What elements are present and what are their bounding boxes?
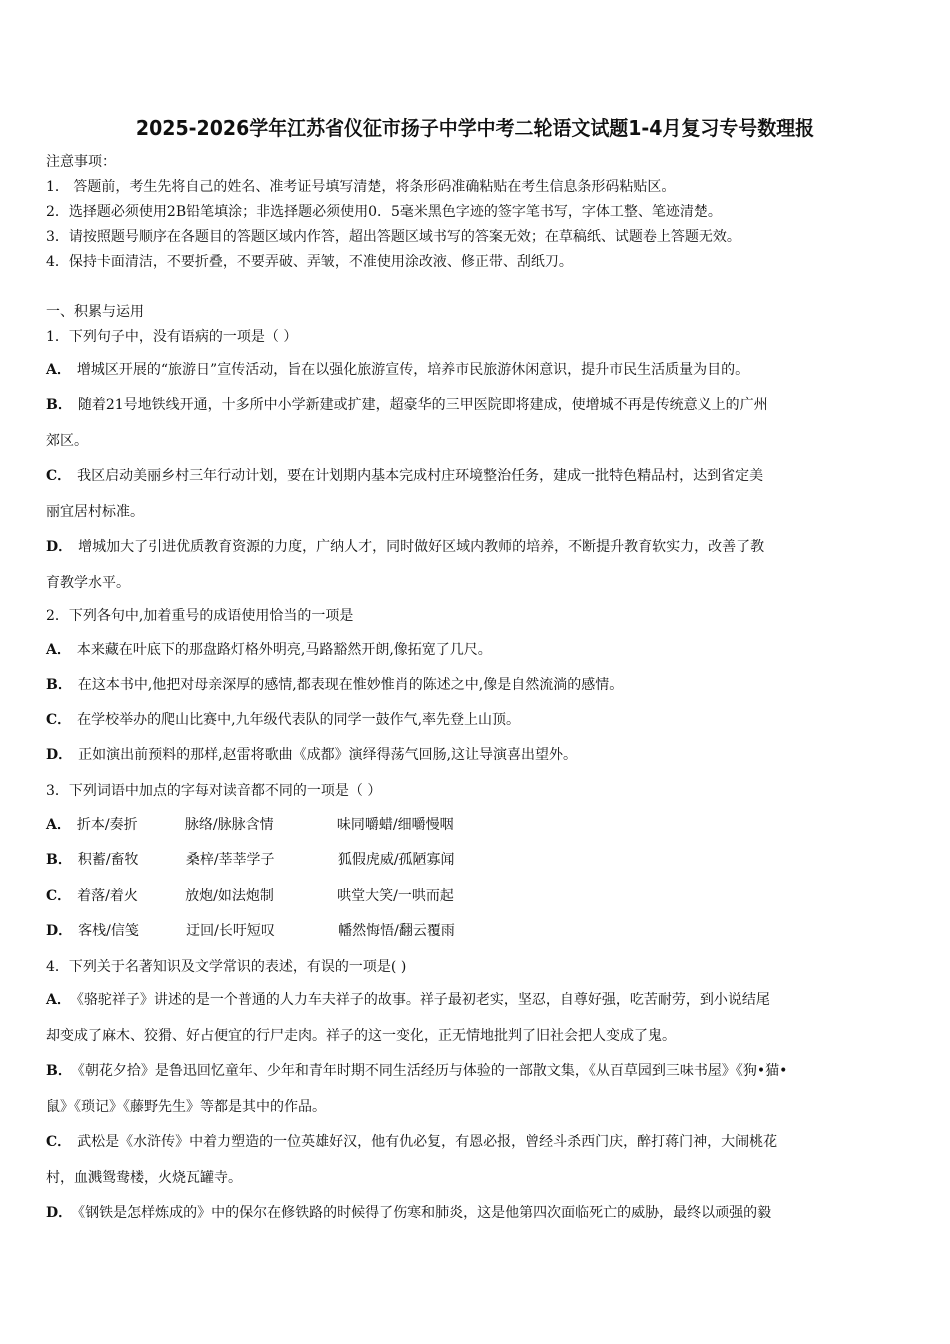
option-text: 我区启动美丽乡村三年行动计划，要在计划期内基本完成村庄环境整治任务，建成一批特色精品村，达到省定美 [77,468,764,484]
q4-option-c-cont: 村，血溅鸳鸯楼，火烧瓦罐寺。 [46,1170,242,1186]
option-text: 《骆驼祥子》讲述的是一个普通的人力车夫祥子的故事。祥子最初老实，坚忍，自尊好强，吃苦耐劳，到小说结尾 [76,992,770,1008]
q4-option-b [46,1061,787,1081]
note-item-3: 3．请按照题号顺序在各题目的答题区域内作答，超出答题区域书写的答案无效；在草稿纸、试题卷上答题无效。 [46,229,741,245]
note-item-2: 2．选择题必须使用2B铅笔填涂；非选择题必须使用0．5毫米黑色字迹的签字笔书写，字体工整、笔迹清楚。 [46,204,722,220]
q1-option-c [46,466,763,486]
q3-option-d [46,921,455,941]
word-pair: 幡然悔悟/翻云覆雨 [338,923,455,939]
option-label: C． [46,468,72,484]
option-label: C． [46,888,72,904]
word-pair: 折本/奏折 [76,817,138,833]
q3-option-c [46,886,454,906]
option-label: A． [46,362,71,378]
word-pair: 客栈/信笺 [78,923,139,939]
q2-option-d [46,745,577,765]
option-text: 在学校举办的爬山比赛中,九年级代表队的同学一鼓作气,率先登上山顶。 [77,712,521,728]
option-label: A． [46,992,71,1008]
q1-option-d [46,537,764,557]
option-label: B． [46,397,72,413]
option-label: B． [46,852,72,868]
option-label: B． [46,1063,72,1079]
q4-option-d [46,1203,771,1223]
q1-option-c-cont: 丽宜居村标准。 [46,504,144,520]
option-label: D． [46,539,73,555]
q2-option-a [46,640,492,660]
word-pair: 桑梓/莘莘学子 [185,852,275,868]
q2-option-b [46,675,623,695]
option-label: A． [46,642,71,658]
option-label: D． [46,1205,73,1221]
q2-stem: 2．下列各句中,加着重号的成语使用恰当的一项是 [46,608,354,624]
word-pair: 积蓄/畜牧 [77,852,139,868]
q4-option-a-cont: 却变成了麻木、狡猾、好占便宜的行尸走肉。祥子的这一变化，正无情地批判了旧社会把人变成了鬼。 [46,1028,676,1044]
option-text: 在这本书中,他把对母亲深厚的感情,都表现在惟妙惟肖的陈述之中,像是自然流淌的感情。 [77,677,624,693]
option-text: 增城区开展的“旅游日”宣传活动，旨在以强化旅游宣传，培养市民旅游休闲意识，提升市民生活质量为目的。 [76,362,750,378]
note-item-4: 4．保持卡面清洁，不要折叠，不要弄破、弄皱，不准使用涂改液、修正带、刮纸刀。 [46,254,573,270]
q1-option-a [46,360,749,380]
page-title: 2025-2026学年江苏省仪征市扬子中学中考二轮语文试题1-4月复习专号数理报 [135,116,815,140]
option-text: 随着21号地铁线开通，十多所中小学新建或扩建，超豪华的三甲医院即将建成，使增城不再是传统意义上的广州 [77,397,768,413]
q3-option-b [46,850,455,870]
option-text: 正如演出前预料的那样,赵雷将歌曲《成都》演绎得荡气回肠,这让导演喜出望外。 [78,747,578,763]
word-pair: 味同嚼蜡/细嚼慢咽 [336,817,454,833]
word-pair: 脉络/脉脉含情 [184,817,274,833]
notes-heading: 注意事项： [46,154,116,170]
option-label: A． [46,817,71,833]
option-label: C． [46,1134,72,1150]
option-text: 增城加大了引进优质教育资源的力度，广纳人才，同时做好区域内教师的培养，不断提升教育软实力，改善了教 [78,539,765,555]
word-pair: 狐假虎威/孤陋寡闻 [337,852,455,868]
option-label: C． [46,712,72,728]
word-pair: 着落/着火 [77,888,138,904]
word-pair: 放炮/如法炮制 [185,888,274,904]
option-text: 本来藏在叶底下的那盘路灯格外明亮,马路豁然开朗,像拓宽了几尺。 [76,642,492,658]
q4-option-b-cont: 鼠》《琐记》《藤野先生》等都是其中的作品。 [46,1099,326,1115]
q1-stem: 1．下列句子中，没有语病的一项是（ ） [46,329,298,345]
q1-option-b-cont: 郊区。 [46,433,88,449]
section-heading: 一、积累与运用 [46,304,144,320]
option-label: D． [46,923,73,939]
q2-option-c [46,710,520,730]
note-item-1: 1． 答题前，考生先将自己的姓名、准考证号填写清楚，将条形码准确粘贴在考生信息条形码粘贴区。 [46,179,676,195]
q4-option-c [46,1132,777,1152]
word-pair: 哄堂大笑/一哄而起 [337,888,454,904]
q3-option-a [46,815,454,835]
option-label: D． [46,747,73,763]
option-text: 《朝花夕拾》是鲁迅回忆童年、少年和青年时期不同生活经历与体验的一部散文集，《从百草园到三味书屋》《狗•猫• [77,1063,788,1079]
q4-stem: 4．下列关于名著知识及文学常识的表述，有误的一项是( ) [46,959,407,975]
q4-option-a [46,990,770,1010]
option-label: B． [46,677,72,693]
word-pair: 迂回/长吁短叹 [186,923,275,939]
q1-option-b [46,395,768,415]
option-text: 《钢铁是怎样炼成的》中的保尔在修铁路的时候得了伤寒和肺炎，这是他第四次面临死亡的威胁，最终以顽强的毅 [78,1205,772,1221]
q3-stem: 3．下列词语中加点的字每对读音都不同的一项是（ ） [46,783,382,799]
option-text: 武松是《水浒传》中着力塑造的一位英雄好汉，他有仇必复，有恩必报，曾经斗杀西门庆，醉打蒋门神，大闹桃花 [77,1134,778,1150]
q1-option-d-cont: 育教学水平。 [46,575,130,591]
